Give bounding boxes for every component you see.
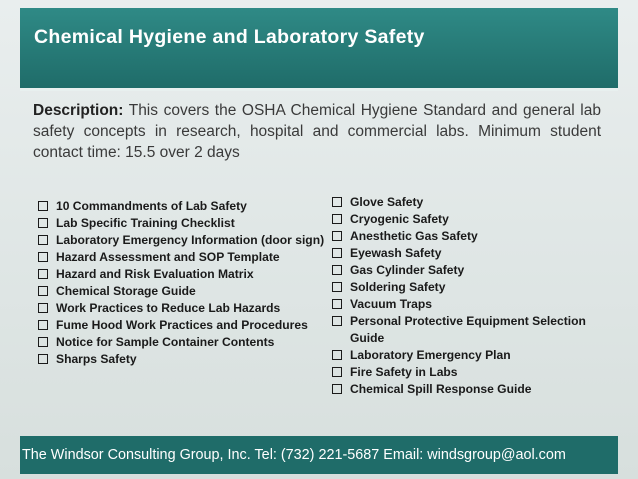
checkbox-icon [38, 354, 48, 364]
checkbox-icon [332, 231, 342, 241]
checkbox-icon [332, 282, 342, 292]
topic-list-left [36, 198, 336, 368]
checkbox-icon [38, 337, 48, 347]
list-item: Fume Hood Work Practices and Procedures [36, 317, 336, 334]
checkbox-icon [332, 214, 342, 224]
topic-list-right [330, 194, 620, 398]
checkbox-icon [38, 235, 48, 245]
checkbox-icon [38, 320, 48, 330]
list-item: Chemical Spill Response Guide [330, 381, 620, 398]
list-item: Cryogenic Safety [330, 211, 620, 228]
list-item: Hazard Assessment and SOP Template [36, 249, 336, 266]
footer-bar [20, 436, 618, 474]
checkbox-icon [332, 350, 342, 360]
description-label: Description: [33, 102, 124, 119]
checkbox-icon [332, 265, 342, 275]
list-item: Personal Protective Equipment Selection Guide [330, 313, 620, 347]
list-item: Soldering Safety [330, 279, 620, 296]
list-item: Notice for Sample Container Contents [36, 334, 336, 351]
checkbox-icon [38, 218, 48, 228]
list-item: Anesthetic Gas Safety [330, 228, 620, 245]
list-item: Gas Cylinder Safety [330, 262, 620, 279]
title-divider [20, 88, 618, 91]
checkbox-icon [38, 286, 48, 296]
checkbox-icon [332, 316, 342, 326]
description [33, 100, 601, 163]
checkbox-icon [38, 252, 48, 262]
list-item: 10 Commandments of Lab Safety [36, 198, 336, 215]
checkbox-icon [332, 299, 342, 309]
description-text: This covers the OSHA Chemical Hygiene Standard and general lab safety concepts in research, hospital and commercial labs. Minimum student contact time: 15.5 over 2 days [33, 102, 601, 161]
list-item: Fire Safety in Labs [330, 364, 620, 381]
checkbox-icon [332, 197, 342, 207]
title-bar [20, 8, 618, 88]
list-item: Eyewash Safety [330, 245, 620, 262]
list-item: Laboratory Emergency Information (door sign) [36, 232, 336, 249]
checkbox-icon [332, 384, 342, 394]
checkbox-icon [332, 248, 342, 258]
list-item: Laboratory Emergency Plan [330, 347, 620, 364]
list-item: Lab Specific Training Checklist [36, 215, 336, 232]
list-item: Vacuum Traps [330, 296, 620, 313]
list-item: Work Practices to Reduce Lab Hazards [36, 300, 336, 317]
list-item: Sharps Safety [36, 351, 336, 368]
footer-contact: The Windsor Consulting Group, Inc. Tel: (732) 221-5687 Email: windsgroup@aol.com [22, 447, 566, 463]
slide-title: Chemical Hygiene and Laboratory Safety [34, 26, 425, 48]
list-item: Hazard and Risk Evaluation Matrix [36, 266, 336, 283]
checkbox-icon [38, 201, 48, 211]
checkbox-icon [38, 303, 48, 313]
checkbox-icon [332, 367, 342, 377]
list-item: Chemical Storage Guide [36, 283, 336, 300]
list-item: Glove Safety [330, 194, 620, 211]
checkbox-icon [38, 269, 48, 279]
